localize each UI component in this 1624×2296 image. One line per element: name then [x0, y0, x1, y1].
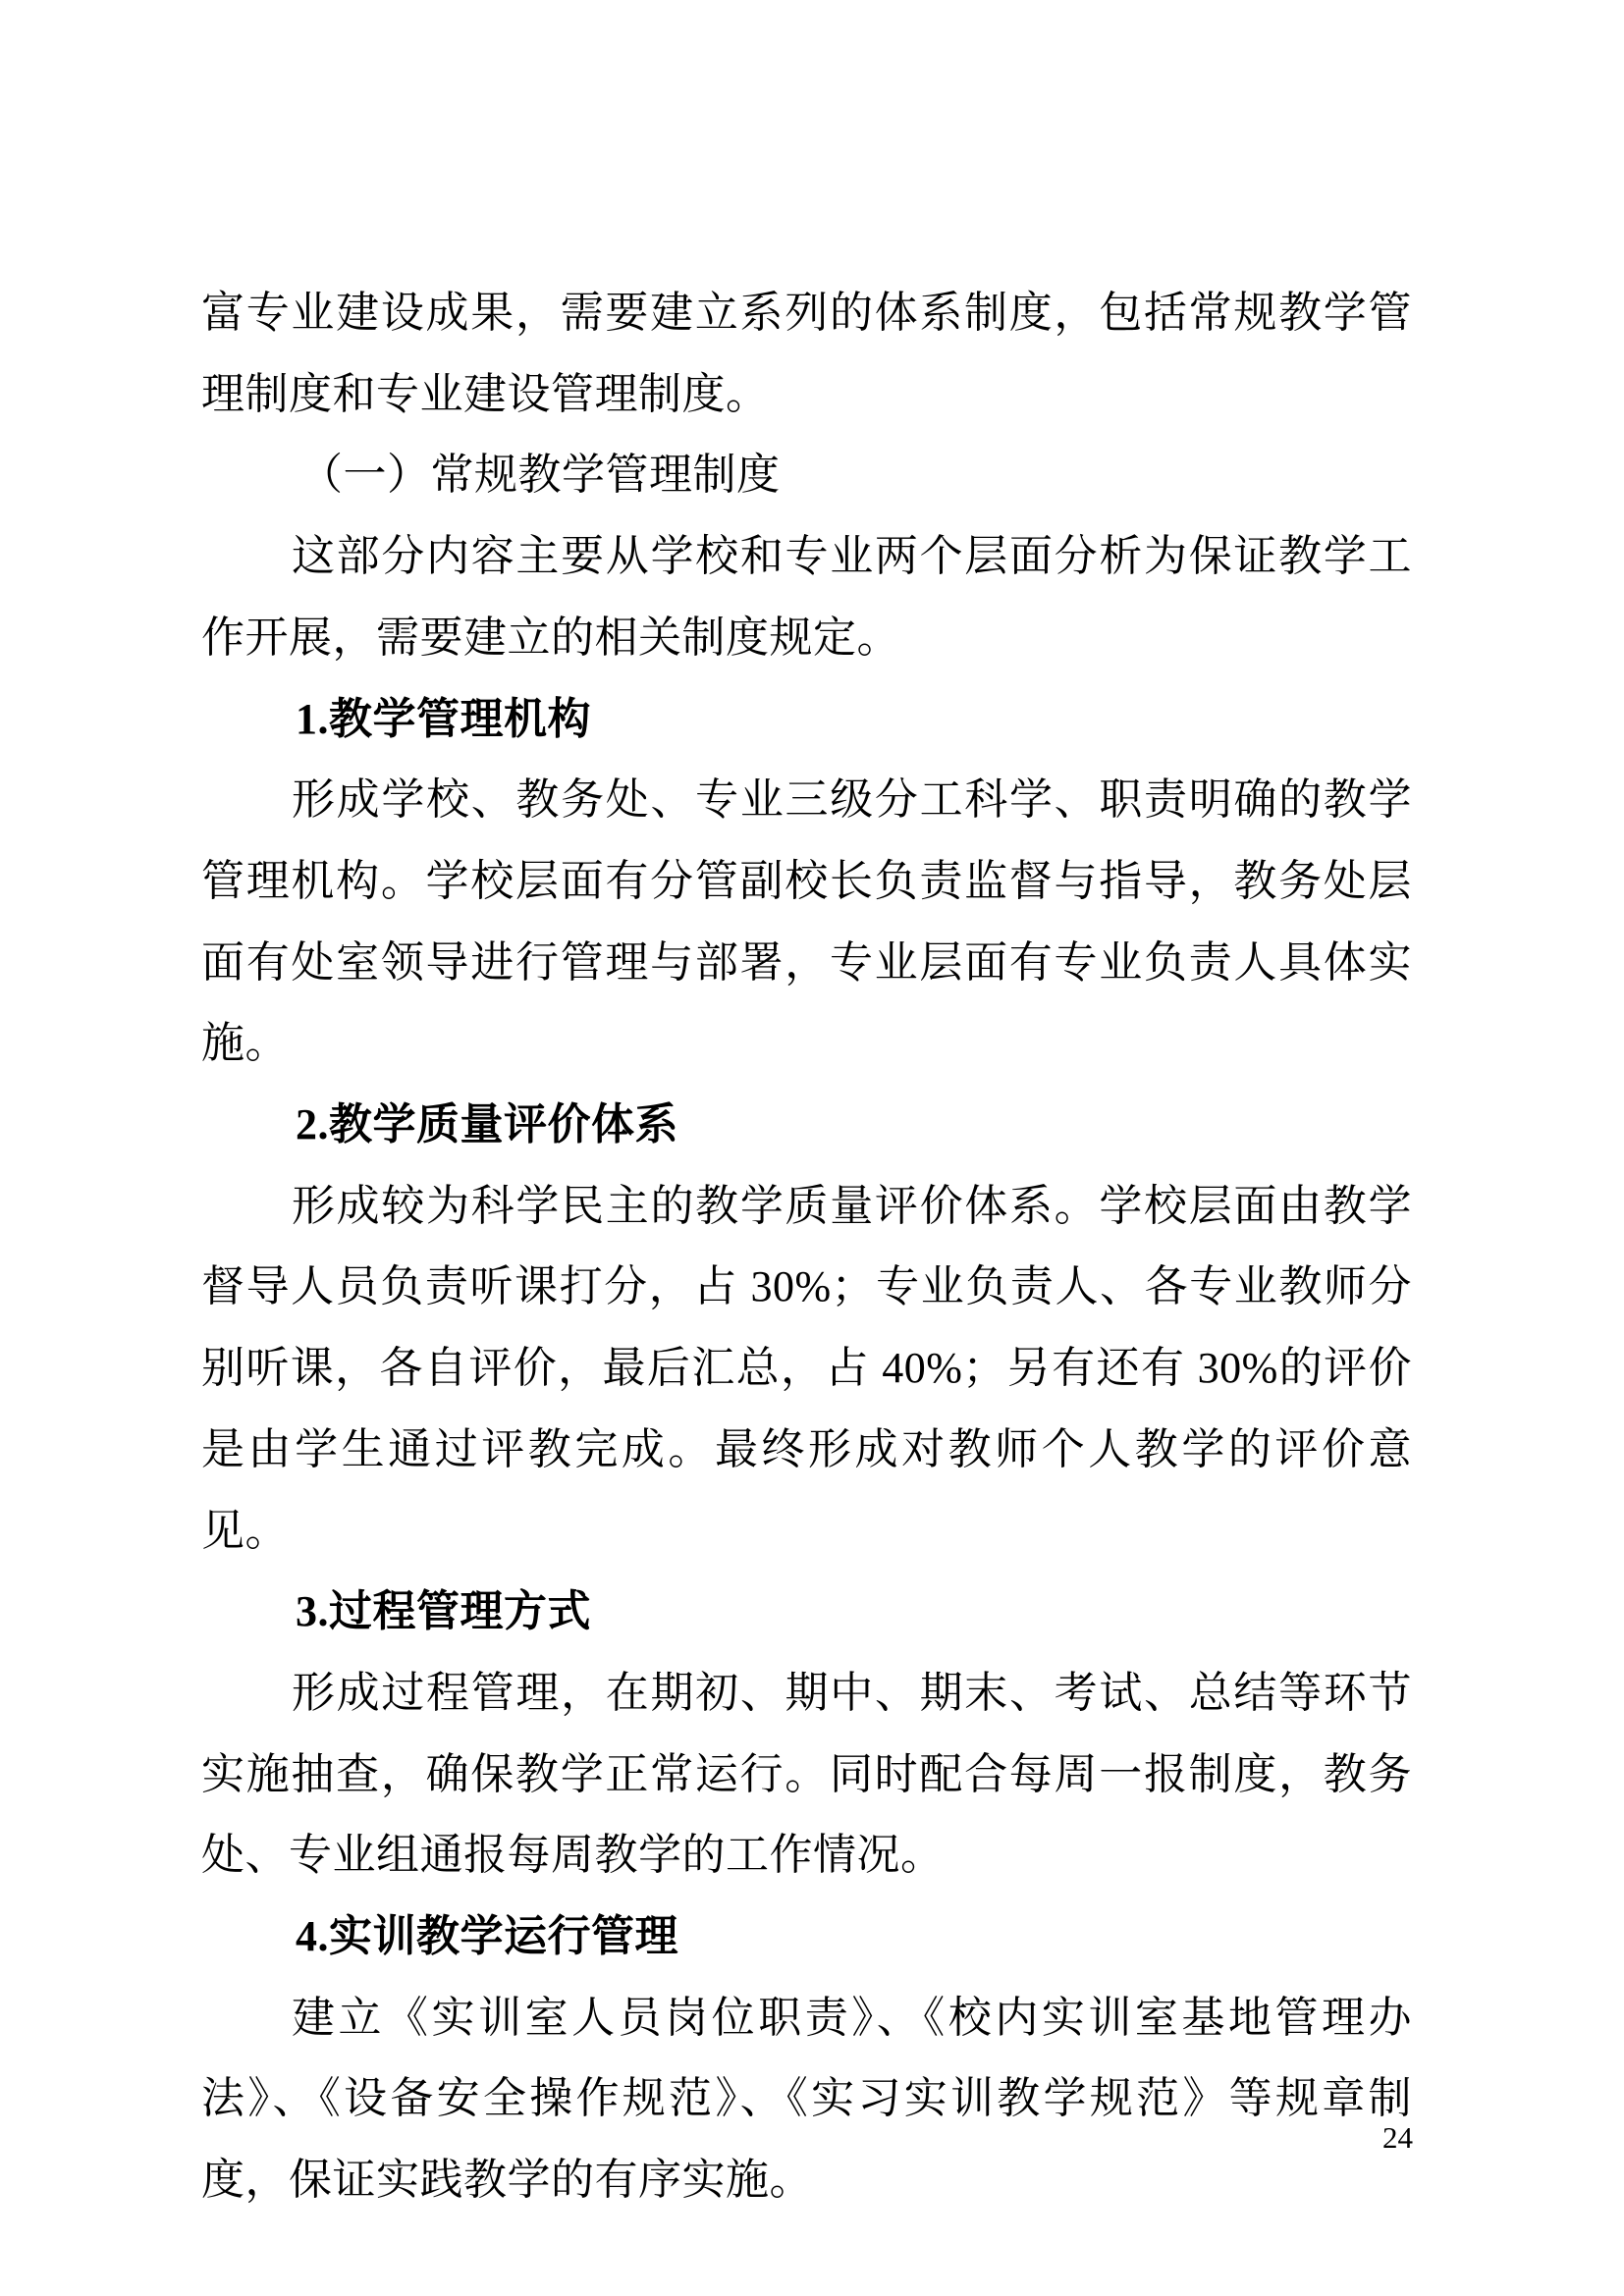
numbered-heading-1: 1.教学管理机构	[296, 694, 591, 743]
paragraph: 形成学校、教务处、专业三级分工科学、职责明确的教学管理机构。学校层面有分管副校长负责监督与指导，教务处层面有处室领导进行管理与部署，专业层面有专业负责人具体实施。	[201, 775, 1412, 1068]
numbered-heading-3: 3.过程管理方式	[296, 1587, 591, 1636]
paragraph: 建立《实训室人员岗位职责》、《校内实训室基地管理办法》、《设备安全操作规范》、《实习实训教学规范》等规章制度，保证实践教学的有序实施。	[201, 1993, 1412, 2205]
paragraph: 这部分内容主要从学校和专业两个层面分析为保证教学工作开展，需要建立的相关制度规定。	[201, 532, 1412, 662]
paragraph: 形成较为科学民主的教学质量评价体系。学校层面由教学督导人员负责听课打分，占 30%；专业负责人、各专业教师分别听课，各自评价，最后汇总，占 40%；另有还有 30%的评价是由学生通过评教完成。最终形成对教师个人教学的评价意见。	[201, 1181, 1412, 1555]
numbered-heading-4: 4.实训教学运行管理	[296, 1912, 678, 1961]
paragraph: 富专业建设成果，需要建立系列的体系制度，包括常规教学管理制度和专业建设管理制度。	[201, 289, 1412, 418]
numbered-heading-2: 2.教学质量评价体系	[296, 1100, 678, 1149]
paragraph: 形成过程管理，在期初、期中、期末、考试、总结等环节实施抽查，确保教学正常运行。同时配合每周一报制度，教务处、专业组通报每周教学的工作情况。	[201, 1668, 1412, 1880]
section-heading: （一）常规教学管理制度	[299, 451, 781, 500]
document-body	[201, 273, 1412, 2221]
page-number: 24	[1382, 2120, 1413, 2155]
